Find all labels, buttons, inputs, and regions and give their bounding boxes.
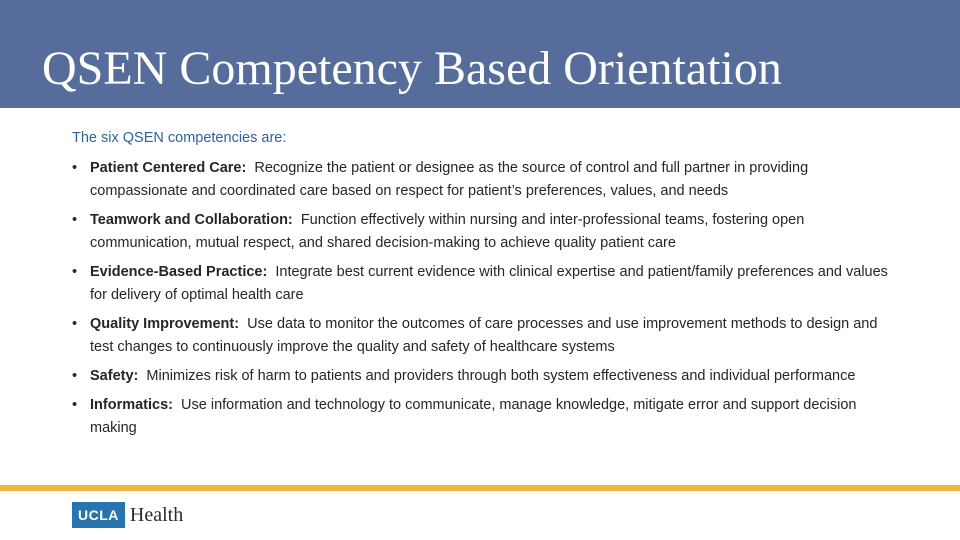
competency-item: [72, 313, 892, 359]
bullet-icon: •: [72, 397, 78, 413]
intro-text: The six QSEN competencies are:: [72, 130, 287, 146]
competency-item: [72, 365, 892, 388]
bullet-icon: •: [72, 212, 78, 228]
bullet-icon: •: [72, 264, 78, 280]
competency-item: [72, 394, 892, 440]
competency-description: Minimizes risk of harm to patients and providers through both system effectiveness and individual performance: [146, 368, 856, 384]
competency-item: [72, 261, 892, 307]
slide-title: QSEN Competency Based Orientation: [42, 42, 782, 95]
competency-term: Teamwork and Collaboration:: [90, 212, 301, 228]
competency-item: [72, 209, 892, 255]
competency-description: Recognize the patient or designee as the source of control and full partner in providing compassionate and coordinated care based on respect for patient’s preferences, values, and needs: [90, 160, 809, 199]
title-bar: [0, 0, 960, 108]
bullet-icon: •: [72, 316, 78, 332]
ucla-health-logo: [72, 502, 183, 528]
logo-ucla-mark: UCLA: [72, 502, 125, 528]
competency-term: Evidence-Based Practice:: [90, 264, 276, 280]
competency-term: Safety:: [90, 368, 147, 384]
competency-term: Quality Improvement:: [90, 316, 248, 332]
competency-description: Function effectively within nursing and inter-professional teams, fostering open communication, mutual respect, and shared decision-making to achieve quality patient care: [90, 212, 805, 251]
competency-description: Use data to monitor the outcomes of care processes and use improvement methods to design and test changes to continuously improve the quality and safety of healthcare systems: [90, 316, 878, 355]
bullet-icon: •: [72, 368, 78, 384]
competency-term: Informatics:: [90, 397, 182, 413]
bullet-icon: •: [72, 160, 78, 176]
competency-description: Integrate best current evidence with clinical expertise and patient/family preferences and values for delivery of optimal health care: [90, 264, 888, 303]
competency-description: Use information and technology to communicate, manage knowledge, mitigate error and support decision making: [90, 397, 857, 436]
footer-divider: [0, 485, 960, 491]
logo-health-wordmark: Health: [129, 504, 184, 526]
competency-list: [72, 157, 892, 446]
competency-item: [72, 157, 892, 203]
competency-term: Patient Centered Care:: [90, 160, 255, 176]
